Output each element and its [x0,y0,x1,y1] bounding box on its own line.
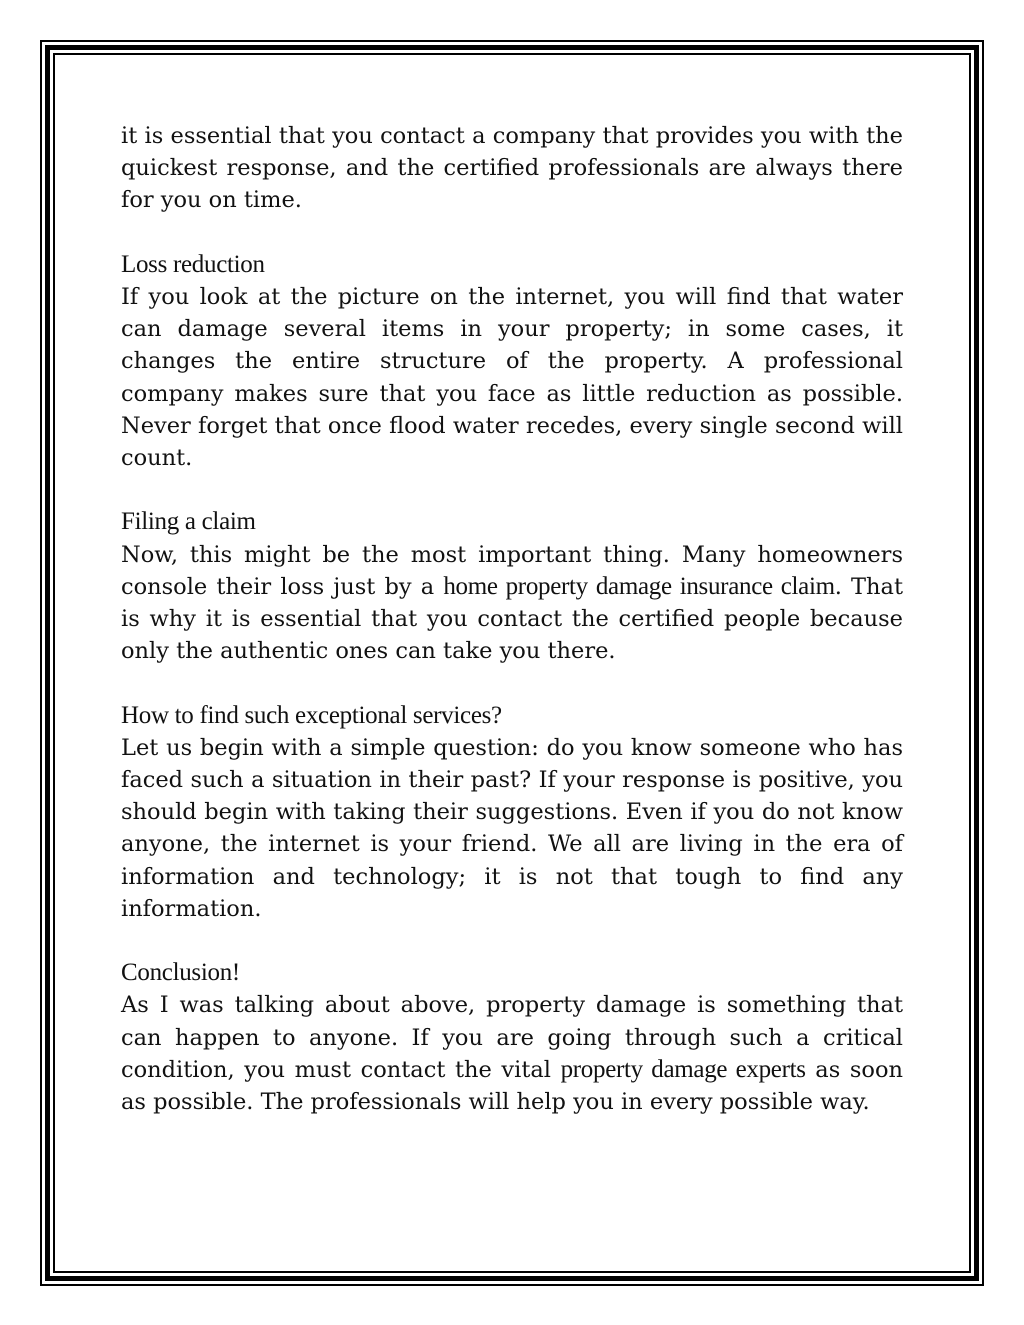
body-text-before-link: Now, this might be the most important thing. Many homeowners console their loss just by a [121,541,903,600]
keyword-property-damage-experts: property damage experts [560,1055,806,1083]
paragraph-spacer [121,925,903,957]
section-heading-loss-reduction: Loss reduction [121,250,265,278]
section-body-loss-reduction: If you look at the picture on the internet, you will find that water can damage several items in your property; in some cases, it changes the entire structure of the property. A professional company makes sure that you face as little reduction as possible. Never forget that once flood water recedes, every single second will count. [121,284,903,472]
body-text-after-link: as soon as possible. The professionals will help you in every possible way. [121,1056,903,1116]
paragraph-spacer [121,217,903,249]
body-text-before-link: As I was talking about above, property damage is something that can happen to anyone. If you are going through such a critical condition, you must contact the vital [121,992,903,1083]
body-text-after-link: . That is why it is essential that you contact the certified people because only the authentic ones can take you there. [121,573,903,665]
section-heading-conclusion: Conclusion! [121,959,240,987]
section-body-conclusion [121,989,903,1118]
intro-paragraph: it is essential that you contact a company that provides you with the quickest response, and the certified professionals are always there for you on time. [121,123,903,214]
section-heading-find-services: How to find such exceptional services? [121,701,502,729]
section-body-filing-claim [121,539,903,668]
section-heading-filing-claim: Filing a claim [121,508,256,536]
section-body-find-services: Let us begin with a simple question: do you know someone who has faced such a situation in their past? If your response is positive, you should begin with taking their suggestions. Even if you do not know anyone, the internet is your friend. We all are living in the era of information and technology; it is not that tough to find any information. [121,734,903,922]
paragraph-spacer [121,667,903,699]
keyword-home-property-damage-insurance-claim: home property damage insurance claim [443,572,835,600]
document-body [121,120,903,1118]
paragraph-spacer [121,474,903,506]
